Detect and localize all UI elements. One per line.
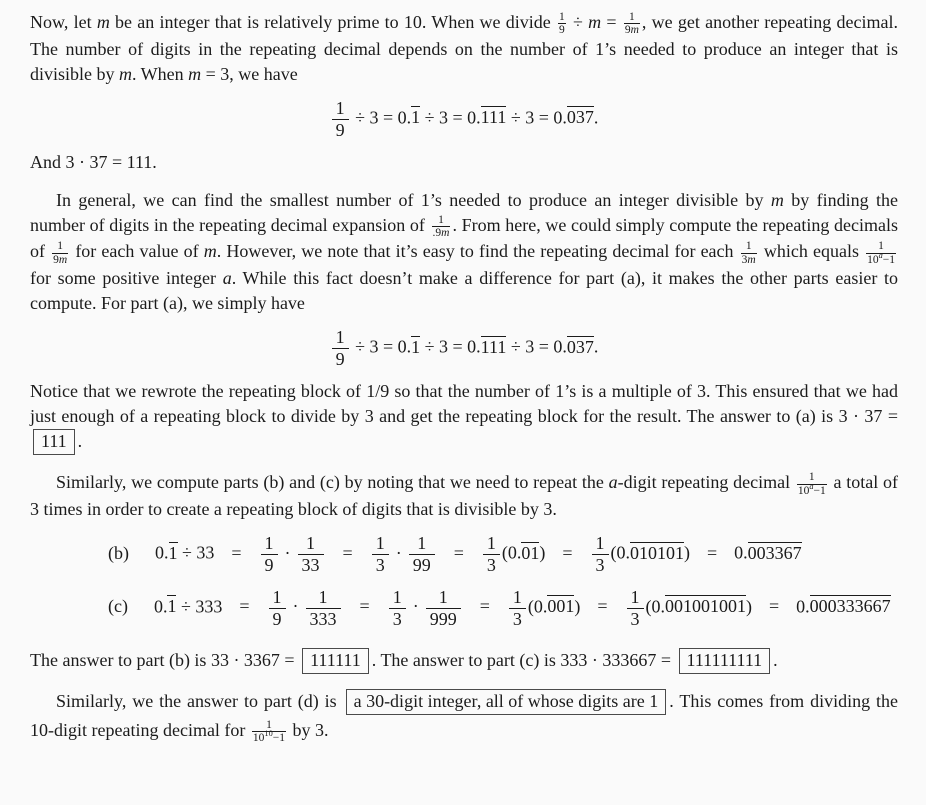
text-run: . However, we note that it’s easy to find the repeating decimal for each (216, 241, 739, 262)
fraction-denominator: 99 (409, 554, 435, 576)
text-run: a total of 3 times in order to create a repeating block of digits that is divisible by 3. (30, 472, 898, 520)
math-variable: a (809, 481, 814, 491)
display-equation-1 (30, 98, 898, 141)
boxed-answer: 111 (33, 429, 75, 456)
fraction-numerator: 1 (306, 533, 316, 554)
text-run: ÷ 3 = 0. (350, 336, 412, 357)
text-run: . This comes from dividing the 10-digit repeating decimal for (30, 690, 898, 740)
text-run: by 3. (287, 719, 329, 740)
boxed-answer: 111111111 (679, 648, 771, 675)
fraction (797, 471, 827, 497)
fraction (261, 533, 278, 576)
math-variable: m (96, 12, 110, 32)
overline-repeating-digits: 1 (411, 107, 421, 128)
fraction (269, 587, 286, 630)
fraction-numerator: 1 (512, 586, 522, 607)
exponent (809, 482, 813, 491)
display-equation-2 (30, 327, 898, 370)
fraction-numerator: 1 (318, 586, 328, 607)
text-run: -digit repeating decimal (617, 472, 795, 493)
text-run: for some positive integer (30, 268, 223, 289)
paragraph-intro (30, 10, 898, 87)
equals-sign: = (359, 596, 370, 617)
equation-row-part-c (30, 587, 898, 630)
fraction (592, 533, 609, 576)
fraction (389, 587, 406, 630)
fraction-numerator: 1 (266, 718, 272, 731)
fraction-denominator: 9 (559, 24, 565, 37)
fraction-denominator: 333 (306, 608, 341, 630)
fraction-numerator: 1 (745, 240, 752, 253)
fraction-numerator: 1 (628, 10, 635, 23)
fraction-denominator: 9 (332, 348, 349, 370)
overline-repeating-digits: 003367 (747, 542, 802, 563)
equals-sign: = (707, 542, 718, 563)
boxed-answer: 111111 (302, 648, 369, 675)
math-variable: m (747, 253, 756, 266)
part-label: (b) (108, 542, 129, 563)
equals-sign: = (239, 596, 250, 617)
text-run: which equals (758, 241, 865, 262)
text-run: . The answer to part (c) is 333 · 333667 = (371, 649, 676, 670)
fraction (298, 533, 324, 576)
overline-repeating-digits: 010101 (630, 542, 685, 563)
math-variable: a (608, 472, 618, 493)
fraction (306, 587, 341, 630)
text-run: . (593, 107, 599, 128)
overline-repeating-digits: 1 (167, 596, 177, 617)
exponent: 10 (264, 729, 273, 739)
overline-repeating-digits: 037 (566, 336, 594, 357)
text-run: ÷ 3 = 0. (506, 107, 567, 128)
fraction-numerator: 1 (438, 213, 444, 226)
exponent (879, 251, 883, 260)
fraction-denominator: 3 (627, 608, 644, 630)
fraction-numerator: 1 (438, 586, 448, 607)
multiplication-dot: · (395, 542, 402, 563)
fraction-denominator: $10^a-1$ (867, 250, 895, 266)
fraction (426, 587, 461, 630)
text-run: 0. (153, 596, 168, 617)
text-run: ÷ 3 = 0. (420, 336, 481, 357)
overline-repeating-digits: 01 (521, 542, 540, 563)
text-run: ÷ 3 = 0. (350, 107, 412, 128)
text-run: , we get another repeating decimal. The number of digits in the repeating decimal depends on the number of 1’s needed to produce an integer that is divisible by (30, 12, 898, 84)
text-run: ) (684, 542, 691, 563)
fraction-denominator: 33 (298, 554, 324, 576)
paragraph-in-general (30, 188, 898, 317)
text-run: ÷ 3 = 0. (506, 336, 567, 357)
fraction (866, 240, 896, 266)
overline-repeating-digits: 000333667 (809, 596, 891, 617)
fraction (252, 719, 286, 745)
overline-repeating-digits: 001001001 (665, 596, 746, 617)
overline-repeating-digits: 001 (547, 596, 575, 617)
fraction-numerator: 1 (630, 586, 640, 607)
fraction-denominator: 9 (261, 554, 278, 576)
fraction (432, 214, 451, 240)
equals-sign: = (453, 542, 464, 563)
text-run: . (77, 430, 83, 451)
overline-repeating-digits: 111 (480, 336, 507, 357)
text-run: ) (539, 542, 546, 563)
multiplication-dot: · (284, 542, 291, 563)
fraction (741, 240, 757, 266)
fraction-denominator: 999 (426, 608, 461, 630)
text-run: 0. (734, 542, 748, 563)
text-run: ) (746, 596, 752, 617)
math-variable: m (441, 226, 450, 239)
text-run: be an integer that is relatively prime to 10. When we divide (109, 12, 557, 32)
overline-repeating-digits: 1 (411, 336, 421, 357)
fraction-denominator: $10^a-1$ (797, 481, 826, 497)
part-label: (c) (108, 596, 128, 617)
fraction (332, 98, 349, 141)
fraction-numerator: 1 (335, 97, 345, 118)
boxed-answer: a 30-digit integer, all of whose digits are 1 (346, 689, 667, 716)
fraction (372, 533, 389, 576)
multiplication-dot: · (412, 596, 419, 617)
math-variable: m (770, 189, 784, 210)
fraction-numerator: 1 (559, 10, 565, 23)
text-run: ÷ 33 (177, 542, 215, 563)
math-variable: m (188, 63, 202, 84)
text-run: In general, we can find the smallest number of 1’s needed to produce an integer divisible by (56, 189, 771, 210)
text-run: . When (132, 63, 189, 84)
equation-row-part-b (30, 533, 898, 576)
equals-sign: = (597, 596, 608, 617)
text-run: 0. (155, 542, 169, 563)
text-run: for each value of (70, 241, 204, 262)
text-run: . (773, 649, 778, 670)
math-variable: m (58, 253, 68, 266)
fraction-denominator: 3 (372, 554, 389, 576)
paragraph-part-d (30, 687, 898, 745)
overline-repeating-digits: 1 (168, 542, 178, 563)
text-run: ÷ 333 (176, 596, 223, 617)
fraction-denominator: 3 (592, 554, 609, 576)
math-variable: m (588, 12, 602, 32)
fraction-numerator: 1 (272, 586, 282, 607)
math-variable: a (222, 268, 232, 289)
fraction-numerator: 1 (264, 533, 274, 554)
text-run: . From here, we could simply compute the repeating decimals of (30, 214, 899, 262)
math-variable: m (203, 241, 217, 262)
text-run: Now, let (30, 12, 97, 32)
fraction-denominator: 9m (53, 253, 68, 266)
fraction-denominator: 3 (389, 608, 406, 630)
text-run: . (593, 336, 599, 357)
paragraph-and-337 (30, 150, 898, 175)
text-run: ÷ 3 = 0. (420, 107, 481, 128)
equals-sign: = (342, 542, 353, 563)
fraction (624, 11, 640, 37)
fraction-denominator: 3 (509, 608, 526, 630)
fraction-numerator: 1 (335, 327, 345, 348)
equals-sign: = (479, 596, 490, 617)
text-run: And 3 · 37 = 111. (30, 151, 157, 172)
equals-sign: = (769, 596, 780, 617)
text-run: Similarly, we compute parts (b) and (c) by noting that we need to repeat the (56, 472, 609, 493)
text-run: = (601, 12, 622, 32)
text-run: ) (574, 596, 581, 617)
fraction-numerator: 1 (375, 533, 385, 554)
fraction (509, 587, 526, 630)
fraction (409, 533, 435, 576)
text-run: 0. (796, 596, 810, 617)
text-run: The answer to part (b) is 33 · 3367 = (30, 649, 300, 670)
fraction-denominator: $10^{10}-1$ (252, 729, 285, 745)
fraction (483, 533, 500, 576)
fraction-denominator: 9 (332, 119, 349, 141)
text-run: . While this fact doesn’t make a difference for part (a), it makes the other parts easier to compute. For part (a), we simply have (30, 268, 898, 314)
text-run: (0. (501, 542, 522, 563)
paragraph-similarly-bc (30, 470, 898, 522)
text-run: Notice that we rewrote the repeating block of 1/9 so that the number of 1’s is a multiple of 3. This ensured that we had just enough of a repeating block to divide by 3 and get the repeating block for the result. The answer to (a) is 3 · 37 = (30, 380, 898, 426)
fraction (52, 240, 68, 266)
text-run: (0. (527, 596, 548, 617)
fraction-denominator: 9 (269, 608, 286, 630)
fraction-numerator: 1 (486, 533, 496, 554)
fraction-numerator: 1 (808, 471, 815, 484)
math-variable: m (119, 63, 132, 84)
text-run: Similarly, we the answer to part (d) is (56, 690, 343, 711)
math-variable: m (630, 24, 639, 37)
fraction (558, 11, 566, 37)
overline-repeating-digits: 111 (480, 107, 507, 128)
fraction-denominator: 3m (741, 253, 756, 266)
fraction-numerator: 1 (417, 533, 427, 554)
fraction-numerator: 1 (595, 533, 605, 554)
text-run: ÷ (567, 12, 589, 32)
fraction (627, 587, 644, 630)
paragraph-answers-bc (30, 646, 898, 675)
equals-sign: = (562, 542, 573, 563)
paragraph-notice (30, 379, 898, 456)
math-variable: a (878, 250, 883, 260)
multiplication-dot: · (292, 596, 299, 617)
fraction-denominator: 9m (624, 24, 639, 37)
fraction-numerator: 1 (57, 240, 64, 253)
fraction (332, 327, 349, 370)
text-run: (0. (610, 542, 631, 563)
text-run: = 3, we have (201, 63, 298, 84)
fraction-numerator: 1 (392, 586, 402, 607)
equals-sign: = (231, 542, 242, 563)
text-run: by finding the number of digits in the repeating decimal expansion of (30, 189, 898, 235)
text-run: (0. (645, 596, 665, 617)
fraction-denominator: .9m (432, 226, 450, 239)
fraction-numerator: 1 (878, 240, 884, 253)
overline-repeating-digits: 037 (566, 107, 594, 128)
fraction-denominator: 3 (483, 554, 500, 576)
